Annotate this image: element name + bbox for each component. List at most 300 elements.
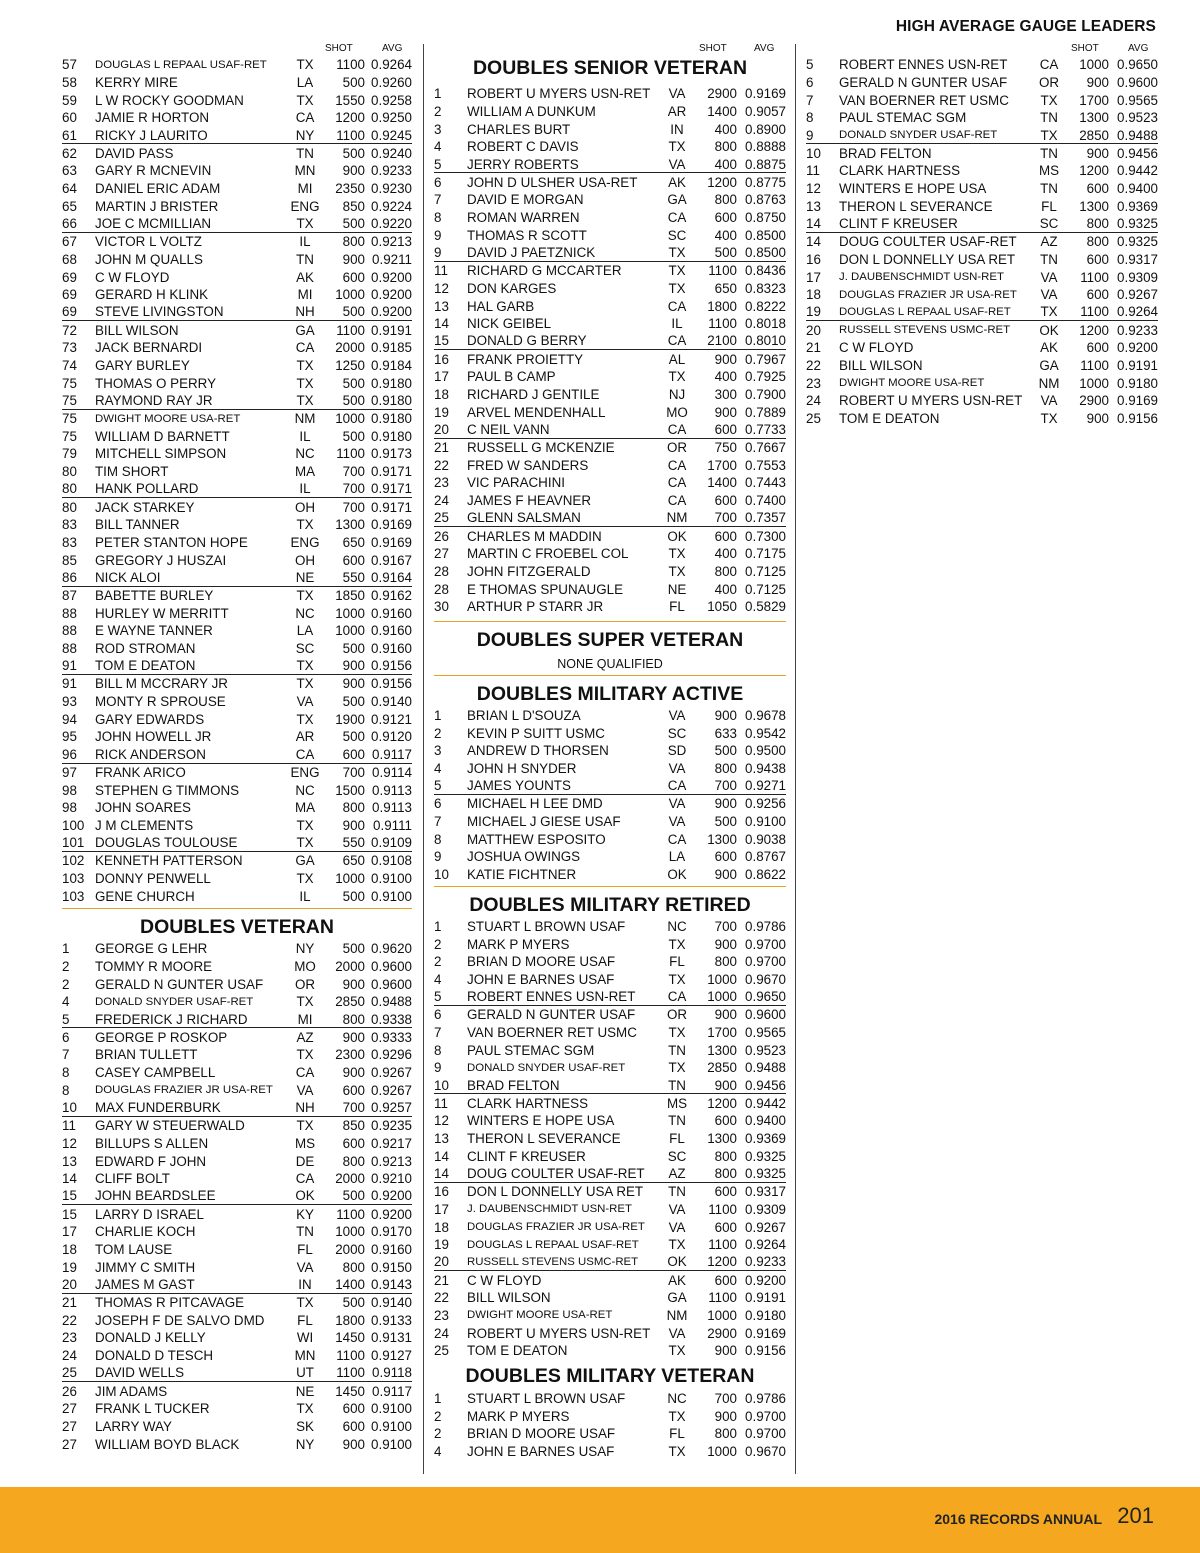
- avg-cell: 0.9191: [371, 322, 412, 338]
- name-cell: ROBERT U MYERS USN-RET: [467, 1325, 651, 1341]
- avg-header: AVG: [754, 43, 775, 54]
- avg-cell: 0.9500: [745, 743, 786, 759]
- name-cell: DOUG COULTER USAF-RET: [467, 1165, 645, 1181]
- shot-cell: 600: [714, 421, 737, 437]
- shot-cell: 600: [714, 493, 737, 509]
- avg-cell: 0.9114: [372, 764, 412, 780]
- table-row: [434, 795, 786, 813]
- table-row: [62, 1276, 412, 1294]
- shot-cell: 500: [342, 145, 365, 161]
- table-row: [62, 481, 412, 499]
- name-cell: ARVEL MENDENHALL: [467, 404, 606, 420]
- table-row: [62, 551, 412, 569]
- avg-cell: 0.9156: [1117, 411, 1158, 427]
- shot-cell: 700: [342, 499, 365, 515]
- table-row: [434, 1425, 786, 1443]
- state-cell: SC: [667, 1148, 687, 1164]
- state-cell: ENG: [290, 534, 320, 550]
- state-cell: TX: [296, 57, 314, 73]
- shot-cell: 500: [342, 694, 365, 710]
- table-row: [62, 1046, 412, 1064]
- table-row: [62, 1400, 412, 1418]
- name-cell: STUART L BROWN USAF: [467, 1391, 626, 1407]
- avg-cell: 0.9700: [745, 936, 786, 952]
- rank-cell: 94: [62, 711, 77, 727]
- name-cell: MARTIN C FROEBEL COL: [467, 546, 629, 562]
- table-row: [62, 1135, 412, 1153]
- avg-cell: 0.9217: [371, 1135, 412, 1151]
- table-row: [806, 56, 1158, 74]
- avg-cell: 0.9600: [745, 1007, 786, 1023]
- shot-cell: 550: [342, 835, 365, 851]
- avg-cell: 0.9171: [371, 499, 412, 515]
- column-3: [806, 42, 1158, 427]
- shot-cell: 900: [342, 976, 365, 992]
- shot-cell: 900: [714, 867, 737, 883]
- state-cell: NY: [295, 1436, 315, 1452]
- avg-cell: 0.9264: [745, 1237, 786, 1253]
- avg-cell: 0.5829: [745, 599, 786, 615]
- rank-cell: 7: [434, 814, 442, 830]
- rank-cell: 14: [806, 234, 821, 250]
- rank-cell: 16: [434, 351, 449, 367]
- shot-cell: 600: [714, 849, 737, 865]
- rank-cell: 10: [806, 145, 821, 161]
- table-row: [62, 1082, 412, 1100]
- rank-cell: 2: [434, 104, 442, 120]
- state-cell: VA: [1040, 287, 1058, 303]
- state-cell: IL: [299, 234, 311, 250]
- avg-cell: 0.8436: [745, 263, 786, 279]
- state-cell: VA: [668, 1325, 686, 1341]
- rank-cell: 91: [62, 676, 77, 692]
- table-row: [62, 1099, 412, 1117]
- avg-cell: 0.9171: [371, 481, 412, 497]
- avg-cell: 0.9180: [745, 1307, 786, 1323]
- shot-cell: 400: [714, 369, 737, 385]
- table-row: [62, 427, 412, 445]
- name-cell: ROBERT U MYERS USN-RET: [839, 393, 1023, 409]
- name-cell: DONNY PENWELL: [95, 870, 211, 886]
- name-cell: GARY BURLEY: [95, 358, 190, 374]
- shot-cell: 600: [714, 1272, 737, 1288]
- state-cell: NC: [295, 446, 315, 462]
- table-row: [62, 940, 412, 958]
- state-cell: AK: [296, 269, 314, 285]
- name-cell: JIMMY C SMITH: [95, 1259, 196, 1275]
- avg-cell: 0.9191: [1117, 358, 1158, 374]
- shot-cell: 800: [714, 954, 737, 970]
- state-cell: TX: [1040, 127, 1058, 143]
- state-cell: CA: [667, 298, 687, 314]
- table-row: [62, 233, 412, 251]
- state-cell: ENG: [290, 764, 320, 780]
- rank-cell: 6: [62, 1029, 70, 1045]
- avg-cell: 0.9264: [1117, 304, 1158, 320]
- rank-cell: 25: [62, 1365, 77, 1381]
- name-cell: ROD STROMAN: [95, 641, 196, 657]
- shot-cell: 1000: [1079, 375, 1109, 391]
- state-cell: AL: [668, 351, 686, 367]
- rank-cell: 6: [434, 796, 442, 812]
- state-cell: TX: [296, 92, 314, 108]
- table-row: [62, 304, 412, 322]
- shot-cell: 700: [342, 481, 365, 497]
- shot-cell: 1550: [335, 92, 365, 108]
- name-cell: CHARLES M MADDIN: [467, 528, 602, 544]
- avg-cell: 0.9267: [745, 1219, 786, 1235]
- military-retired-continued-table: [806, 56, 1158, 427]
- name-cell: C W FLOYD: [467, 1272, 542, 1288]
- table-row: [806, 180, 1158, 198]
- state-cell: TX: [1040, 92, 1058, 108]
- avg-cell: 0.9258: [371, 92, 412, 108]
- state-cell: TX: [296, 1295, 314, 1311]
- publication-title: 2016 RECORDS ANNUAL: [934, 1511, 1102, 1527]
- state-cell: TX: [668, 1408, 686, 1424]
- name-cell: JIM ADAMS: [95, 1383, 168, 1399]
- avg-cell: 0.9109: [371, 835, 412, 851]
- state-cell: NH: [295, 1100, 315, 1116]
- table-row: [62, 569, 412, 587]
- rank-cell: 14: [62, 1171, 77, 1187]
- table-row: [434, 1006, 786, 1024]
- rank-cell: 24: [62, 1348, 77, 1364]
- shot-cell: 1700: [707, 457, 737, 473]
- state-cell: LA: [296, 75, 314, 91]
- avg-cell: 0.9317: [745, 1184, 786, 1200]
- rank-cell: 67: [62, 234, 77, 250]
- rank-cell: 4: [434, 971, 442, 987]
- shot-cell: 1300: [1079, 110, 1109, 126]
- name-cell: ROBERT C DAVIS: [467, 139, 579, 155]
- state-cell: VA: [668, 86, 686, 102]
- shot-cell: 1200: [707, 174, 737, 190]
- table-row: [434, 918, 786, 936]
- avg-cell: 0.9169: [1117, 393, 1158, 409]
- avg-cell: 0.9200: [371, 287, 412, 303]
- avg-cell: 0.9650: [1117, 57, 1158, 73]
- table-row: [62, 1418, 412, 1436]
- name-cell: BABETTE BURLEY: [95, 587, 214, 603]
- table-row: [806, 374, 1158, 392]
- avg-cell: 0.7125: [745, 581, 786, 597]
- rank-cell: 12: [62, 1135, 77, 1151]
- state-cell: LA: [668, 849, 686, 865]
- table-row: [62, 710, 412, 728]
- state-cell: CA: [667, 475, 687, 491]
- name-cell: ROMAN WARREN: [467, 210, 580, 226]
- rank-cell: 7: [806, 92, 814, 108]
- avg-cell: 0.9333: [371, 1029, 412, 1045]
- name-cell: DAVID PASS: [95, 145, 174, 161]
- rank-cell: 86: [62, 569, 77, 585]
- table-row: [62, 1117, 412, 1135]
- rank-cell: 15: [434, 333, 449, 349]
- state-cell: IL: [299, 888, 311, 904]
- name-cell: TOM LAUSE: [95, 1242, 173, 1258]
- name-cell: MAX FUNDERBURK: [95, 1100, 221, 1116]
- shot-cell: 600: [714, 1219, 737, 1235]
- shot-cell: 1000: [335, 1224, 365, 1240]
- rank-cell: 8: [806, 110, 814, 126]
- state-cell: MO: [666, 404, 688, 420]
- rank-cell: 8: [434, 210, 442, 226]
- rank-cell: 13: [434, 1131, 449, 1147]
- name-cell: DAVID E MORGAN: [467, 192, 584, 208]
- shot-cell: 600: [342, 1135, 365, 1151]
- state-cell: NC: [295, 605, 315, 621]
- name-cell: DAVID WELLS: [95, 1365, 185, 1381]
- avg-cell: 0.9256: [745, 796, 786, 812]
- avg-cell: 0.9180: [371, 375, 412, 391]
- rank-cell: 2: [434, 1408, 442, 1424]
- column-header: [62, 42, 412, 56]
- name-cell: JOHN H SNYDER: [467, 761, 577, 777]
- shot-cell: 600: [714, 528, 737, 544]
- avg-cell: 0.7900: [745, 387, 786, 403]
- shot-cell: 900: [342, 1436, 365, 1452]
- table-row: [62, 198, 412, 216]
- rank-cell: 93: [62, 694, 77, 710]
- avg-cell: 0.9338: [371, 1011, 412, 1027]
- shot-cell: 633: [714, 725, 737, 741]
- name-cell: E WAYNE TANNER: [95, 623, 213, 639]
- avg-cell: 0.9180: [1117, 375, 1158, 391]
- avg-cell: 0.9296: [371, 1047, 412, 1063]
- shot-cell: 2850: [1079, 127, 1109, 143]
- table-row: [62, 1152, 412, 1170]
- name-cell: MARK P MYERS: [467, 1408, 570, 1424]
- rank-cell: 25: [434, 1343, 449, 1359]
- name-cell: CLINT F KREUSER: [839, 216, 958, 232]
- state-cell: UT: [296, 1365, 314, 1381]
- table-row: [62, 975, 412, 993]
- state-cell: TN: [1040, 145, 1058, 161]
- rank-cell: 3: [434, 743, 442, 759]
- rank-cell: 1: [434, 918, 442, 934]
- state-cell: NM: [666, 510, 688, 526]
- shot-header: SHOT: [699, 43, 727, 54]
- rank-cell: 18: [62, 1242, 77, 1258]
- name-cell: NICK ALOI: [95, 569, 161, 585]
- rank-cell: 16: [434, 1184, 449, 1200]
- avg-cell: 0.9140: [371, 694, 412, 710]
- rank-cell: 13: [62, 1153, 77, 1169]
- name-cell: HAL GARB: [467, 298, 535, 314]
- table-row: [434, 1236, 786, 1254]
- shot-cell: 1050: [707, 599, 737, 615]
- column-header: [806, 42, 1158, 56]
- name-cell: WINTERS E HOPE USA: [467, 1113, 615, 1129]
- table-row: [62, 410, 412, 428]
- state-cell: FL: [297, 1312, 313, 1328]
- rank-cell: 3: [434, 121, 442, 137]
- table-row: [806, 268, 1158, 286]
- avg-cell: 0.9325: [1117, 216, 1158, 232]
- rank-cell: 80: [62, 464, 77, 480]
- shot-cell: 900: [714, 796, 737, 812]
- name-cell: TOM E DEATON: [839, 411, 940, 427]
- shot-cell: 1100: [336, 57, 365, 73]
- avg-cell: 0.9100: [371, 1418, 412, 1434]
- state-cell: AZ: [668, 1165, 686, 1181]
- name-cell: WILLIAM D BARNETT: [95, 428, 230, 444]
- table-row: [806, 91, 1158, 109]
- rank-cell: 1: [62, 941, 70, 957]
- state-cell: TN: [296, 145, 314, 161]
- shot-cell: 1900: [335, 711, 365, 727]
- state-cell: TN: [668, 1113, 686, 1129]
- name-cell: CASEY CAMPBELL: [95, 1065, 216, 1081]
- name-cell: CLARK HARTNESS: [467, 1095, 589, 1111]
- avg-cell: 0.9184: [371, 358, 412, 374]
- avg-cell: 0.7175: [745, 546, 786, 562]
- state-cell: SC: [295, 641, 315, 657]
- rank-cell: 61: [62, 127, 77, 143]
- shot-cell: 1100: [708, 263, 737, 279]
- state-cell: CA: [667, 831, 687, 847]
- table-row: [62, 180, 412, 198]
- state-cell: MI: [297, 1011, 313, 1027]
- rank-cell: 9: [806, 127, 814, 143]
- table-row: [806, 286, 1158, 304]
- name-cell: GEORGE G LEHR: [95, 941, 208, 957]
- shot-cell: 800: [342, 800, 365, 816]
- state-cell: TX: [668, 971, 686, 987]
- column-header: [434, 42, 786, 56]
- table-row: [62, 1170, 412, 1188]
- rank-cell: 21: [434, 1272, 449, 1288]
- shot-cell: 1000: [335, 623, 365, 639]
- name-cell: GERALD N GUNTER USAF: [839, 75, 1008, 91]
- rank-cell: 25: [806, 411, 821, 427]
- name-cell: WINTERS E HOPE USA: [839, 181, 987, 197]
- state-cell: SD: [667, 743, 687, 759]
- avg-cell: 0.9523: [745, 1042, 786, 1058]
- avg-cell: 0.9488: [1117, 127, 1158, 143]
- avg-cell: 0.9233: [1117, 322, 1158, 338]
- state-cell: GA: [295, 322, 315, 338]
- state-cell: OH: [294, 552, 316, 568]
- rank-cell: 28: [434, 563, 449, 579]
- state-cell: VA: [668, 1219, 686, 1235]
- avg-cell: 0.8500: [745, 245, 786, 261]
- rank-cell: 28: [434, 581, 449, 597]
- state-cell: OK: [667, 1254, 687, 1270]
- table-row: [434, 742, 786, 760]
- table-row: [62, 728, 412, 746]
- table-row: [62, 74, 412, 92]
- avg-cell: 0.9117: [372, 1383, 412, 1399]
- avg-cell: 0.8500: [745, 227, 786, 243]
- table-row: [62, 109, 412, 127]
- shot-cell: 700: [342, 764, 365, 780]
- state-cell: AK: [1040, 340, 1058, 356]
- name-cell: DOUGLAS L REPAAL USAF-RET: [467, 1238, 639, 1251]
- name-cell: KATIE FICHTNER: [467, 867, 577, 883]
- name-cell: VIC PARACHINI: [467, 475, 565, 491]
- state-cell: CA: [667, 989, 687, 1005]
- avg-cell: 0.9488: [745, 1060, 786, 1076]
- shot-cell: 500: [342, 1295, 365, 1311]
- state-cell: VA: [668, 707, 686, 723]
- avg-cell: 0.9170: [371, 1224, 412, 1240]
- state-cell: CA: [1039, 57, 1059, 73]
- shot-cell: 600: [342, 1418, 365, 1434]
- state-cell: CA: [667, 493, 687, 509]
- rank-cell: 87: [62, 587, 77, 603]
- avg-cell: 0.9309: [745, 1201, 786, 1217]
- shot-cell: 400: [714, 156, 737, 172]
- name-cell: THOMAS R PITCAVAGE: [95, 1295, 245, 1311]
- state-cell: OK: [295, 1188, 315, 1204]
- name-cell: FRANK L TUCKER: [95, 1401, 210, 1417]
- avg-cell: 0.9108: [371, 853, 412, 869]
- state-cell: GA: [667, 1290, 687, 1306]
- avg-cell: 0.8018: [745, 316, 786, 332]
- state-cell: ENG: [290, 198, 320, 214]
- rank-cell: 16: [806, 251, 821, 267]
- shot-cell: 600: [714, 1184, 737, 1200]
- rank-cell: 7: [434, 1024, 442, 1040]
- rank-cell: 75: [62, 428, 77, 444]
- shot-cell: 1400: [707, 475, 737, 491]
- shot-cell: 700: [714, 1391, 737, 1407]
- rank-cell: 11: [434, 263, 448, 279]
- table-row: [806, 357, 1158, 375]
- shot-cell: 1100: [336, 1206, 365, 1222]
- avg-cell: 0.9267: [1117, 287, 1158, 303]
- name-cell: JAMES M GAST: [95, 1276, 195, 1292]
- name-cell: FRANK ARICO: [95, 764, 186, 780]
- state-cell: TX: [296, 870, 314, 886]
- avg-cell: 0.9111: [373, 817, 412, 833]
- name-cell: ROBERT U MYERS USN-RET: [467, 86, 651, 102]
- state-cell: TX: [296, 658, 314, 674]
- avg-cell: 0.9235: [371, 1118, 412, 1134]
- avg-cell: 0.9162: [371, 587, 412, 603]
- table-row: [434, 209, 786, 227]
- shot-cell: 1300: [1079, 198, 1109, 214]
- name-cell: BRAD FELTON: [839, 145, 932, 161]
- avg-cell: 0.9213: [371, 234, 412, 250]
- avg-cell: 0.8775: [745, 174, 786, 190]
- table-row: [434, 580, 786, 598]
- avg-cell: 0.9325: [745, 1165, 786, 1181]
- column-2: [434, 42, 786, 1460]
- name-cell: MONTY R SPROUSE: [95, 694, 226, 710]
- shot-cell: 400: [714, 546, 737, 562]
- shot-cell: 1500: [335, 782, 365, 798]
- shot-cell: 1100: [336, 322, 365, 338]
- avg-cell: 0.7967: [745, 351, 786, 367]
- rank-cell: 2: [434, 725, 442, 741]
- table-row: [62, 1329, 412, 1347]
- shot-cell: 800: [342, 1259, 365, 1275]
- shot-cell: 650: [714, 280, 737, 296]
- rank-cell: 19: [806, 304, 821, 320]
- shot-cell: 700: [714, 918, 737, 934]
- table-row: [62, 693, 412, 711]
- rank-cell: 97: [62, 764, 77, 780]
- name-cell: CLIFF BOLT: [95, 1171, 170, 1187]
- shot-cell: 900: [714, 1007, 737, 1023]
- state-cell: GA: [1039, 358, 1059, 374]
- table-row: [434, 173, 786, 191]
- state-cell: GA: [295, 853, 315, 869]
- rank-cell: 80: [62, 499, 77, 515]
